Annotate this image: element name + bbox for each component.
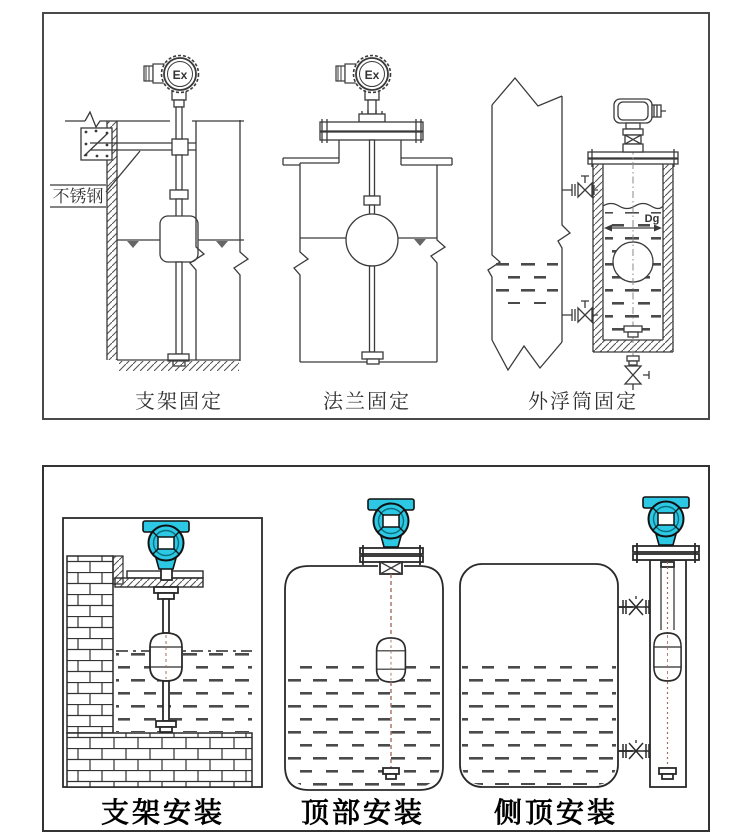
dg-dimension-label: Dg xyxy=(644,213,660,225)
caption-side-top-installation: 侧顶安装 xyxy=(493,797,619,828)
ex-marking: Ex xyxy=(172,68,188,82)
figure-bracket-installation xyxy=(55,470,270,815)
caption-external-chamber-fixing: 外浮筒固定 xyxy=(528,391,638,413)
caption-bracket-installation: 支架安装 xyxy=(100,797,226,828)
water-level-mark xyxy=(414,239,426,246)
figure-external-chamber-fixing xyxy=(480,15,708,390)
water-level-mark xyxy=(216,241,228,248)
figure-side-top-installation xyxy=(450,470,695,815)
figure-top-installation xyxy=(275,470,455,815)
figure-bracket-fixing xyxy=(45,15,265,390)
figure-flange-fixing xyxy=(265,15,480,390)
stainless-steel-label: 不锈钢 xyxy=(52,187,104,206)
caption-bracket-fixing: 支架固定 xyxy=(135,391,223,413)
caption-top-installation: 顶部安装 xyxy=(300,797,426,828)
water-level-mark xyxy=(127,241,139,248)
caption-flange-fixing: 法兰固定 xyxy=(323,391,411,413)
ex-marking: Ex xyxy=(364,68,380,82)
